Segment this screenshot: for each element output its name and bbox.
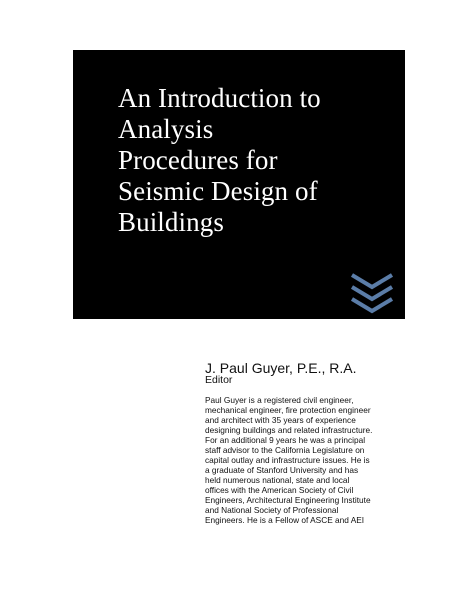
title-line: Analysis (118, 114, 214, 144)
bio-line: and National Society of Professional (205, 505, 339, 515)
title-line: Buildings (118, 207, 224, 237)
title-line: An Introduction to (118, 83, 321, 113)
title-line: Procedures for (118, 145, 278, 175)
bio-line: held numerous national, state and local (205, 475, 350, 485)
bio-line: mechanical engineer, fire protection engineer (205, 405, 371, 415)
bio-line: offices with the American Society of Civil (205, 485, 354, 495)
bio-line: and architect with 35 years of experience (205, 415, 356, 425)
book-title (118, 83, 398, 238)
author-name: J. Paul Guyer, P.E., R.A. (205, 360, 357, 376)
bio-line: For an additional 9 years he was a principal (205, 435, 366, 445)
bio-line: Engineers. He is a Fellow of ASCE and AEI (205, 515, 365, 525)
chevron-down-icon (350, 271, 394, 315)
bio-line: staff advisor to the California Legislature on (205, 445, 365, 455)
author-role: Editor (205, 374, 233, 386)
bio-line: Engineers, Architectural Engineering Institute (205, 495, 371, 505)
title-line: Seismic Design of (118, 176, 318, 206)
bio-line: capital outlay and infrastructure issues. He is (205, 455, 370, 465)
bio-line: designing buildings and related infrastructure. (205, 425, 373, 435)
cover-panel (73, 50, 405, 319)
author-bio (205, 395, 390, 525)
bio-line: Paul Guyer is a registered civil engineer, (205, 395, 354, 405)
bio-line: a graduate of Stanford University and has (205, 465, 359, 475)
